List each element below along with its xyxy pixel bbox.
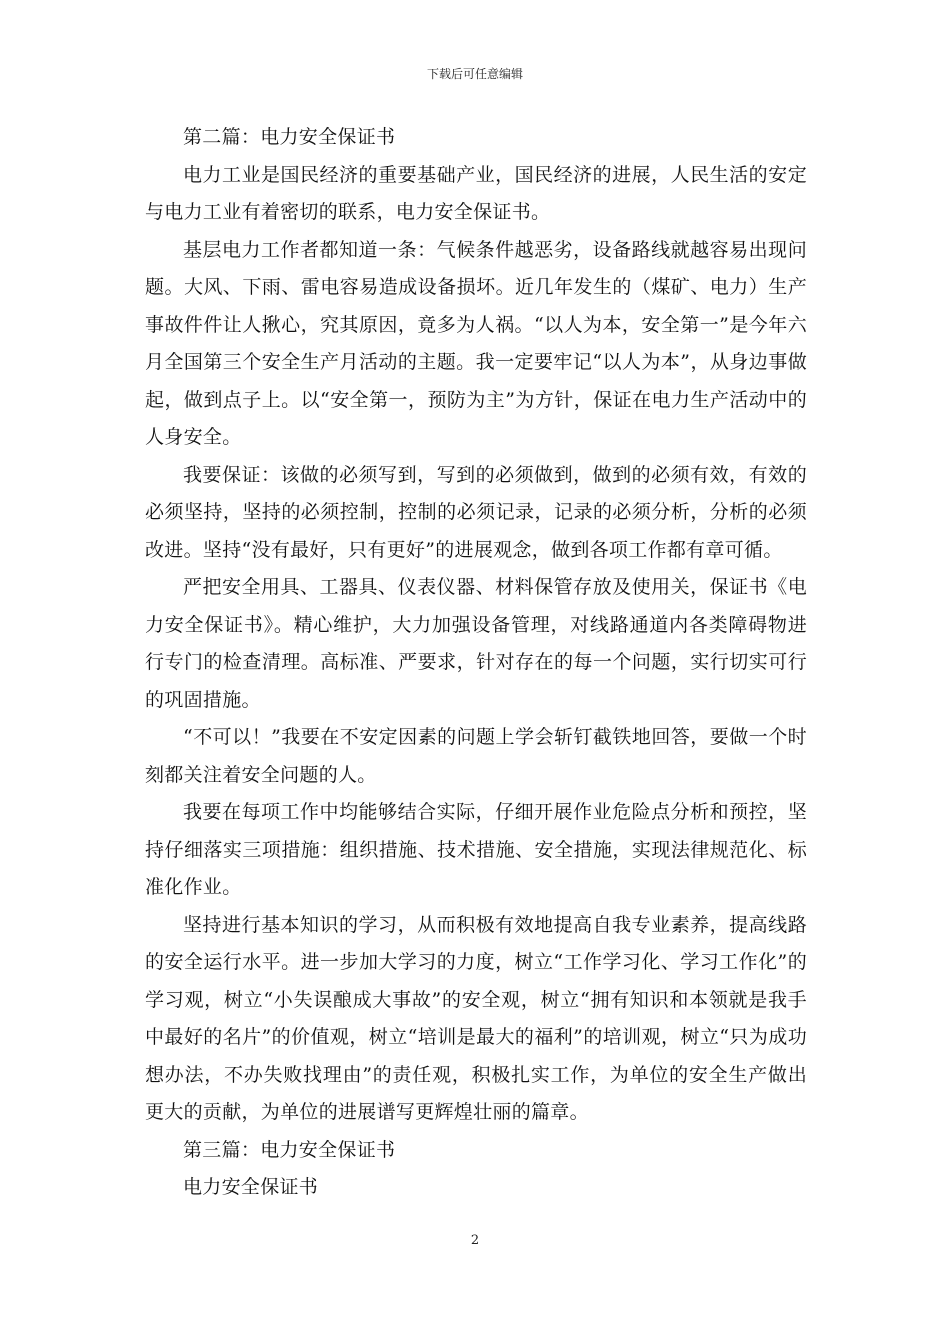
paragraph: 基层电力工作者都知道一条：气候条件越恶劣，设备路线就越容易出现问题。大风、下雨、雷电容易造成设备损坏。近几年发生的（煤矿、电力）生产事故件件让人揪心，究其原因，竟多为人祸。“以人为本，安全第一”是今年六月全国第三个安全生产月活动的主题。我一定要牢记“以人为本”，从身边事做起，做到点子上。以“安全第一，预防为主”为方针，保证在电力生产活动中的人身安全。 <box>145 238 807 448</box>
paragraph: 严把安全用具、工器具、仪表仪器、材料保管存放及使用关，保证书《电力安全保证书》。精心维护，大力加强设备管理，对线路通道内各类障碍物进行专门的检查清理。高标准、严要求，针对存在的每一个问题，实行切实可行的巩固措施。 <box>145 576 807 711</box>
paragraph: 我要在每项工作中均能够结合实际，仔细开展作业危险点分析和预控，坚持仔细落实三项措施：组织措施、技术措施、安全措施，实现法律规范化、标准化作业。 <box>145 801 807 898</box>
paragraph: 坚持进行基本知识的学习，从而积极有效地提高自我专业素养，提高线路的安全运行水平。进一步加大学习的力度，树立“工作学习化、学习工作化”的学习观，树立“小失误酿成大事故”的安全观，树立“拥有知识和本领就是我手中最好的名片”的价值观，树立“培训是最大的福利”的培训观，树立“只为成功想办法，不办失败找理由”的责任观，积极扎实工作，为单位的安全生产做出更大的贡献，为单位的进展谱写更辉煌壮丽的篇章。 <box>145 913 807 1123</box>
paragraph: 我要保证：该做的必须写到，写到的必须做到，做到的必须有效，有效的必须坚持，坚持的必须控制，控制的必须记录，记录的必须分析，分析的必须改进。坚持“没有最好，只有更好”的进展观念，做到各项工作都有章可循。 <box>145 463 807 561</box>
page-header: 下载后可任意编辑 <box>426 67 523 81</box>
paragraph: 电力工业是国民经济的重要基础产业，国民经济的进展，人民生活的安定与电力工业有着密切的联系，电力安全保证书。 <box>145 163 807 223</box>
document-body <box>145 119 807 1207</box>
page-number: 2 <box>470 1233 480 1248</box>
section-heading-3: 第三篇：电力安全保证书 <box>183 1138 396 1161</box>
document-title: 电力安全保证书 <box>183 1176 319 1198</box>
paragraph: “不可以！”我要在不安定因素的问题上学会斩钉截铁地回答，要做一个时刻都关注着安全问题的人。 <box>145 726 807 786</box>
section-heading-2: 第二篇：电力安全保证书 <box>183 126 396 148</box>
